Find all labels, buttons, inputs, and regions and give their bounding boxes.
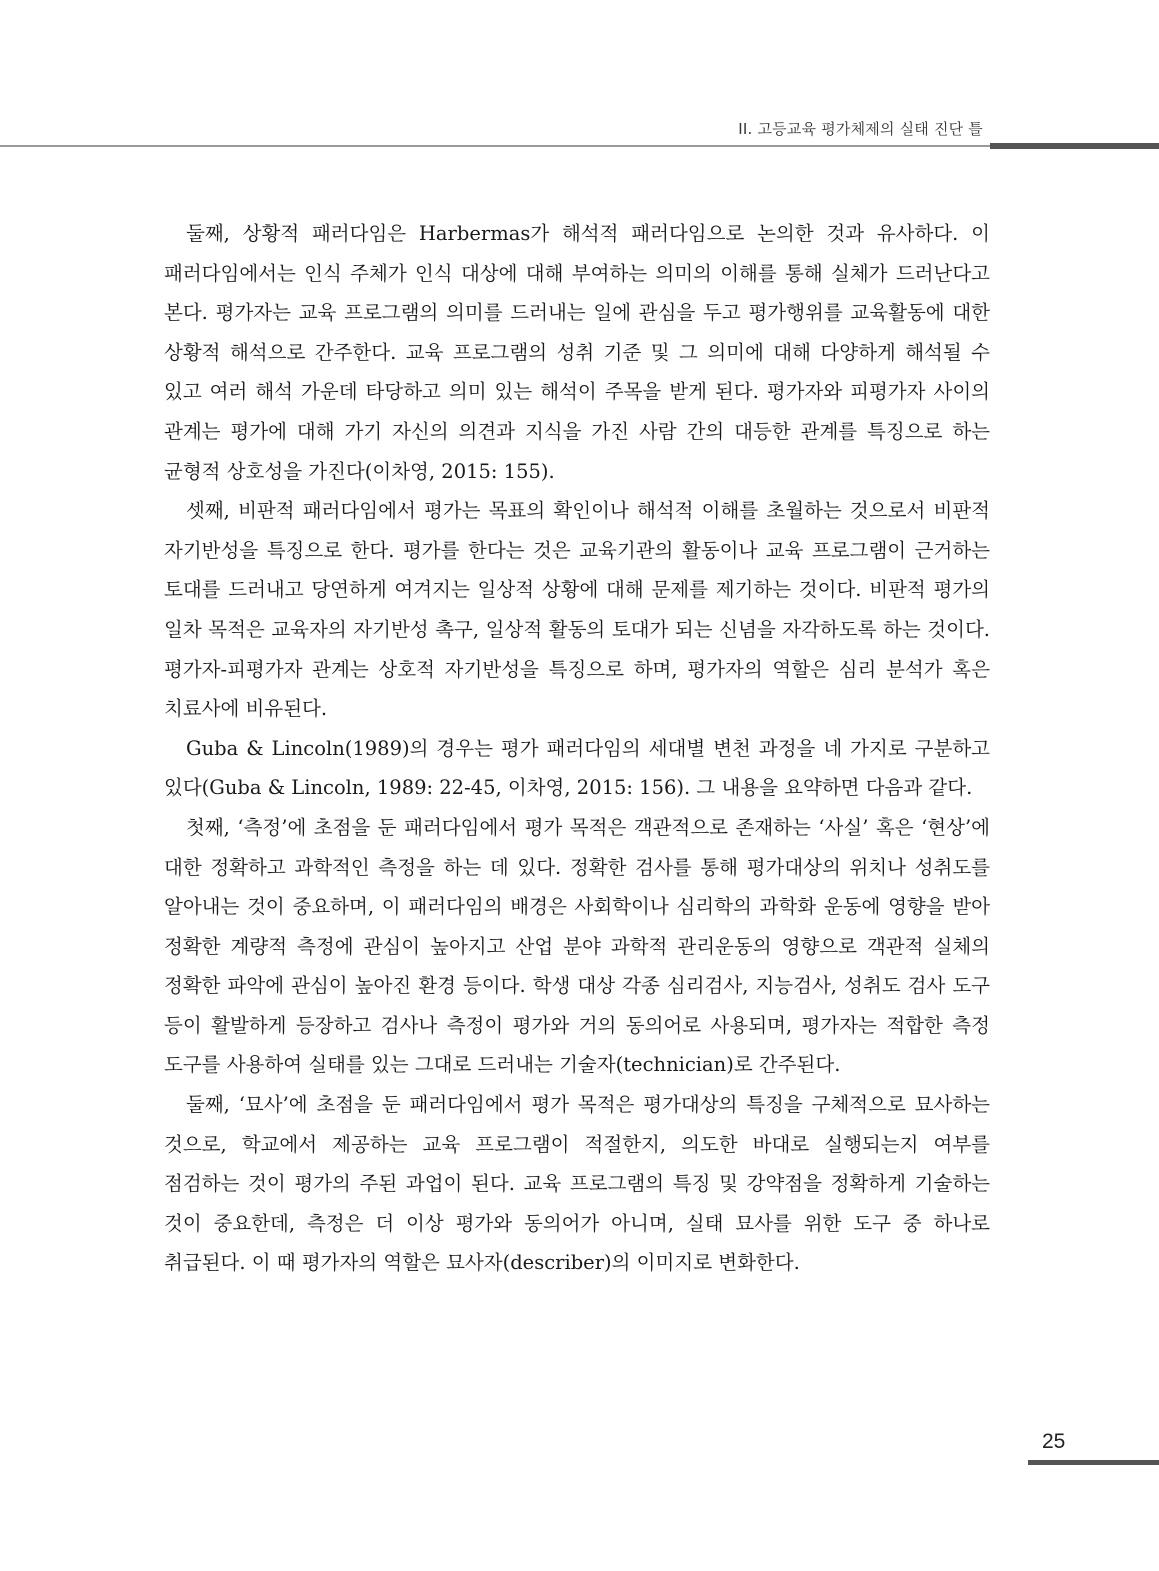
paragraph: 첫째, ‘측정’에 초점을 둔 패러다임에서 평가 목적은 객관적으로 존재하는 ‘사실’ 혹은 ‘현상’에 대한 정확하고 과학적인 측정을 하는 데 있다. 정확한 검사를 통해 평가대상의 위치나 성취도를 알아내는 것이 중요하며, 이 패러다임의 배경은 사회학이나 심리학의 과학화 운동에 영향을 받아 정확한 계량적 측정에 관심이 높아지고 산업 분야 과학적 관리운동의 영향으로 객관적 실체의 정확한 파악에 관심이 높아진 환경 등이다. 학생 대상 각종 심리검사, 지능검사, 성취도 검사 도구 등이 활발하게 등장하고 검사나 측정이 평가와 거의 동의어로 사용되며, 평가자는 적합한 측정 도구를 사용하여 실태를 있는 그대로 드러내는 기술자(technician)로 간주된다. (164, 815, 990, 1077)
body-text (164, 214, 990, 1283)
header-rule (0, 145, 990, 147)
running-header-title: II. 고등교육 평가체제의 실태 진단 틀 (738, 120, 983, 138)
paragraph: 셋째, 비판적 패러다임에서 평가는 목표의 확인이나 해석적 이해를 초월하는 것으로서 비판적 자기반성을 특징으로 한다. 평가를 한다는 것은 교육기관의 활동이나 교육 프로그램이 근거하는 토대를 드러내고 당연하게 여겨지는 일상적 상황에 대해 문제를 제기하는 것이다. 비판적 평가의 일차 목적은 교육자의 자기반성 촉구, 일상적 활동의 토대가 되는 신념을 자각하도록 하는 것이다. 평가자-피평가자 관계는 상호적 자기반성을 특징으로 하며, 평가자의 역할은 심리 분석가 혹은 치료사에 비유된다. (164, 499, 990, 721)
page-number: 25 (1042, 1430, 1066, 1453)
paragraph: Guba & Lincoln(1989)의 경우는 평가 패러다임의 세대별 변천 과정을 네 가지로 구분하고 있다(Guba & Lincoln, 1989: 22-45, 이차영, 2015: 156). 그 내용을 요약하면 다음과 같다. (164, 736, 990, 800)
footer-rule (1028, 1460, 1159, 1465)
paragraph: 둘째, 상황적 패러다임은 Harbermas가 해석적 패러다임으로 논의한 것과 유사하다. 이 패러다임에서는 인식 주체가 인식 대상에 대해 부여하는 의미의 이해를 통해 실체가 드러난다고 본다. 평가자는 교육 프로그램의 의미를 드러내는 일에 관심을 두고 평가행위를 교육활동에 대한 상황적 해석으로 간주한다. 교육 프로그램의 성취 기준 및 그 의미에 대해 다양하게 해석될 수 있고 여러 해석 가운데 타당하고 의미 있는 해석이 주목을 받게 된다. 평가자와 피평가자 사이의 관계는 평가에 대해 가기 자신의 의견과 지식을 가진 사람 간의 대등한 관계를 특징으로 하는 균형적 상호성을 가진다(이차영, 2015: 155). (164, 222, 990, 483)
paragraph: 둘째, ‘묘사’에 초점을 둔 패러다임에서 평가 목적은 평가대상의 특징을 구체적으로 묘사하는 것으로, 학교에서 제공하는 교육 프로그램이 적절한지, 의도한 바대로 실행되는지 여부를 점검하는 것이 평가의 주된 과업이 된다. 교육 프로그램의 특징 및 강약점을 정확하게 기술하는 것이 중요한데, 측정은 더 이상 평가와 동의어가 아니며, 실태 묘사를 위한 도구 중 하나로 취급된다. 이 때 평가자의 역할은 묘사자(describer)의 이미지로 변화한다. (164, 1093, 990, 1275)
header-rule-accent (990, 143, 1159, 149)
